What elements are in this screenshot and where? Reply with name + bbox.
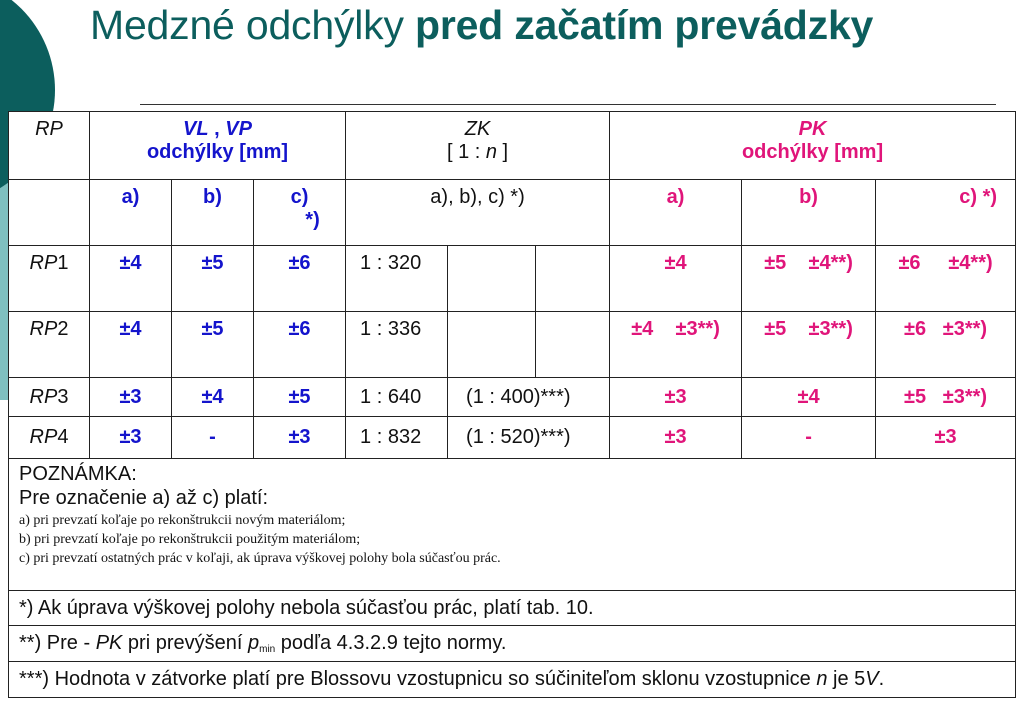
cell-pk-b: ±4 [742, 378, 876, 417]
footnote-row [9, 591, 1016, 626]
cell-pk-c: ±6 ±4**) [876, 246, 1016, 312]
subheader-empty [9, 180, 90, 246]
cell-zk-alt [448, 312, 536, 378]
cell-zk-ratio: 1 : 832 [346, 417, 448, 459]
cell-vl-b: - [172, 417, 254, 459]
notes-intro: Pre označenie a) až c) platí: [19, 487, 269, 509]
cell-pk-b: ±5 ±4**) [742, 246, 876, 312]
notes-heading: POZNÁMKA: [19, 463, 137, 485]
cell-vl-a: ±4 [90, 312, 172, 378]
cell-pk-a: ±4 ±3**) [610, 312, 742, 378]
cell-pk-c: ±5 ±3**) [876, 378, 1016, 417]
cell-zk-extra [536, 312, 610, 378]
cell-zk-ratio: 1 : 320 [346, 246, 448, 312]
note-a: a) pri prevzatí koľaje po rekonštrukcii novým materiálom; [19, 513, 346, 528]
cell-vl-b: ±5 [172, 246, 254, 312]
table-row [9, 312, 1016, 378]
title-divider [140, 104, 996, 105]
subheader-pk-a: a) [610, 180, 742, 246]
header-pk: PK odchýlky [mm] [610, 112, 1016, 180]
cell-vl-c: ±5 [254, 378, 346, 417]
cell-vl-b: ±4 [172, 378, 254, 417]
cell-pk-a: ±4 [610, 246, 742, 312]
cell-zk-ratio: 1 : 336 [346, 312, 448, 378]
cell-pk-b: ±5 ±3**) [742, 312, 876, 378]
cell-vl-a: ±3 [90, 378, 172, 417]
subheader-vl-c: c) *) [254, 180, 346, 246]
cell-pk-b: - [742, 417, 876, 459]
notes-row [9, 459, 1016, 591]
subheader-pk-b: b) [742, 180, 876, 246]
table-row [9, 417, 1016, 459]
row-label: RP2 [9, 312, 90, 378]
table-row [9, 246, 1016, 312]
subheader-pk-c: c) *) [876, 180, 1016, 246]
cell-vl-c: ±6 [254, 246, 346, 312]
subheader-zk: a), b), c) *) [346, 180, 610, 246]
header-vl-vp: VL , VP odchýlky [mm] [90, 112, 346, 180]
row-label: RP3 [9, 378, 90, 417]
table-row [9, 378, 1016, 417]
header-rp: RP [9, 112, 90, 180]
cell-vl-a: ±4 [90, 246, 172, 312]
footnote-row [9, 662, 1016, 698]
cell-zk-extra [536, 246, 610, 312]
footnote-star3: ***) Hodnota v zátvorke platí pre Blossovu vzostupnicu so súčiniteľom sklonu vzostupnice n je 5V. [9, 662, 1016, 698]
subheader-row [9, 180, 1016, 246]
note-b: b) pri prevzatí koľaje po rekonštrukcii použitým materiálom; [19, 532, 361, 547]
cell-pk-a: ±3 [610, 378, 742, 417]
note-c: c) pri prevzatí ostatných prác v koľaji, ak úprava výškovej polohy bola súčasťou prác. [19, 551, 501, 566]
cell-pk-c: ±6 ±3**) [876, 312, 1016, 378]
cell-vl-c: ±3 [254, 417, 346, 459]
cell-zk-ratio: 1 : 640 [346, 378, 448, 417]
cell-zk-alt: (1 : 520)***) [448, 417, 610, 459]
cell-vl-a: ±3 [90, 417, 172, 459]
cell-zk-alt: (1 : 400)***) [448, 378, 610, 417]
footnote-row [9, 626, 1016, 662]
cell-pk-a: ±3 [610, 417, 742, 459]
header-zk: ZK [ 1 : n ] [346, 112, 610, 180]
cell-pk-c: ±3 [876, 417, 1016, 459]
row-label: RP1 [9, 246, 90, 312]
cell-vl-c: ±6 [254, 312, 346, 378]
header-row [9, 112, 1016, 180]
subheader-vl-a: a) [90, 180, 172, 246]
page-title: Medzné odchýlky pred začatím prevádzky [90, 2, 874, 48]
footnote-star2: **) Pre - PK pri prevýšení $p_{min}$ podľa 4.3.2.9 tejto normy. [9, 626, 1016, 662]
subheader-vl-b: b) [172, 180, 254, 246]
row-label: RP4 [9, 417, 90, 459]
notes-cell [9, 459, 1016, 591]
footnote-star1: *) Ak úprava výškovej polohy nebola súčasťou prác, platí tab. 10. [9, 591, 1016, 626]
cell-zk-alt [448, 246, 536, 312]
cell-vl-b: ±5 [172, 312, 254, 378]
tolerance-table [8, 111, 1016, 698]
